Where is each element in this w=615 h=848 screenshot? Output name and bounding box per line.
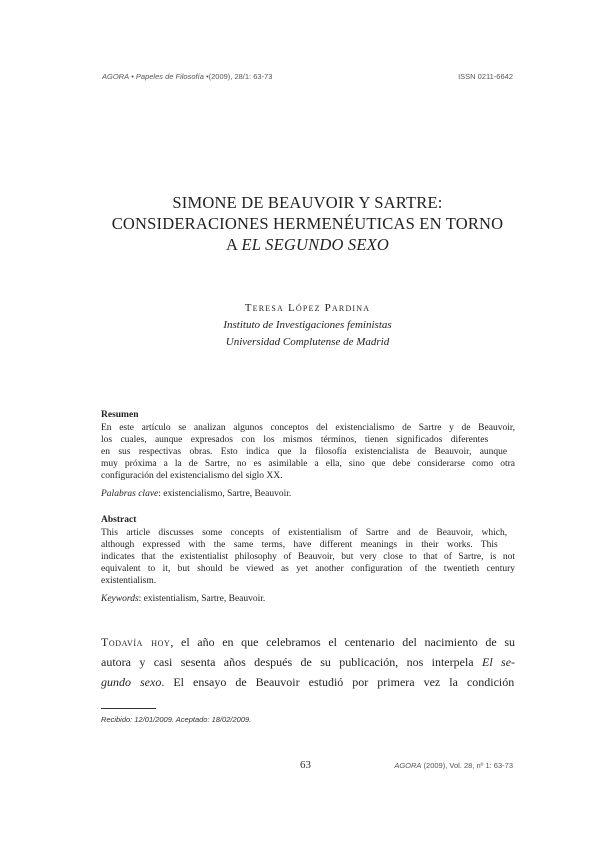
resumen-heading: Resumen: [101, 410, 139, 420]
body-lead-in: Todavía hoy: [101, 635, 171, 649]
footer-citation: AGORA (2009), Vol. 28, nº 1: 63-73: [394, 761, 513, 770]
abstract-line: This article discusses some concepts of existentialism of Sartre and de Beauvoir, which,: [101, 528, 508, 538]
page-number: 63: [300, 759, 311, 771]
resumen-line: configuración del existencialismo del siglo XX.: [101, 471, 283, 481]
title-book-name: EL SEGUNDO SEXO: [241, 235, 390, 254]
running-header-left: AGORA • Papeles de Filosofía •(2009), 28/1: 63-73: [102, 72, 273, 81]
header-journal-sub: Papeles de Filosofía: [135, 72, 204, 81]
resumen-line: en sus respectivas obras. Esto indica que la filosofía existencialista de Beauvoir, aunque: [101, 447, 508, 457]
footnote-divider: [101, 708, 156, 709]
author-affiliation-2: Universidad Complutense de Madrid: [225, 336, 390, 348]
article-title: [70, 192, 545, 255]
abstract-line: existentialism.: [101, 576, 157, 586]
resumen-line: muy próxima a la de Sartre, no es asimilable a ella, sino que debe considerarse como otra: [101, 459, 515, 469]
author-affiliation-1: Instituto de Investigaciones feministas: [223, 319, 392, 331]
author-name: Teresa López Pardina: [244, 302, 371, 314]
title-line-3: A EL SEGUNDO SEXO: [225, 235, 390, 254]
body-line-1: Todavía hoy, el año en que celebramos el centenario del nacimiento de su: [101, 635, 515, 649]
title-line-1: SIMONE DE BEAUVOIR Y SARTRE:: [172, 193, 443, 212]
keywords-values: : existentialism, Sartre, Beauvoir.: [138, 594, 266, 604]
received-accepted-dates: Recibido: 12/01/2009. Aceptado: 18/02/2009.: [101, 715, 252, 724]
header-journal: AGORA: [102, 72, 130, 81]
keywords-label: Keywords: [101, 594, 139, 604]
resumen-line: En este artículo se analizan algunos conceptos del existencialismo de Sartre y de Beauvoir,: [101, 423, 515, 433]
header-citation: (2009), 28/1: 63-73: [208, 72, 273, 81]
abstract-text: [101, 527, 515, 587]
palabras-clave-label: Palabras clave: [101, 489, 159, 499]
resumen-text: [101, 422, 515, 482]
keywords: [101, 594, 265, 604]
palabras-clave-values: : existencialismo, Sartre, Beauvoir.: [158, 489, 292, 499]
body-line-3: gundo sexo. El ensayo de Beauvoir estudió por primera vez la condición: [101, 675, 515, 689]
body-paragraph: [101, 632, 515, 692]
body-line-2: autora y casi sesenta años después de su publicación, nos interpela El se-: [101, 655, 516, 669]
title-line-2: CONSIDERACIONES HERMENÉUTICAS EN TORNO: [111, 214, 504, 233]
resumen-line: los cuales, aunque expresados con los mismos términos, tienen significados diferentes: [101, 435, 489, 445]
abstract-heading: Abstract: [101, 515, 137, 525]
palabras-clave: [101, 489, 291, 499]
abstract-line: equivalent to it, but should be viewed as yet another configuration of the twentieth century: [101, 564, 515, 574]
abstract-line: indicates that the existentialist philosophy of Beauvoir, but very close to that of Sartre, is not: [101, 552, 515, 562]
abstract-line: although expressed with the same terms, have different meanings in their works. This: [101, 540, 498, 550]
header-issn: ISSN 0211-6642: [458, 72, 513, 81]
